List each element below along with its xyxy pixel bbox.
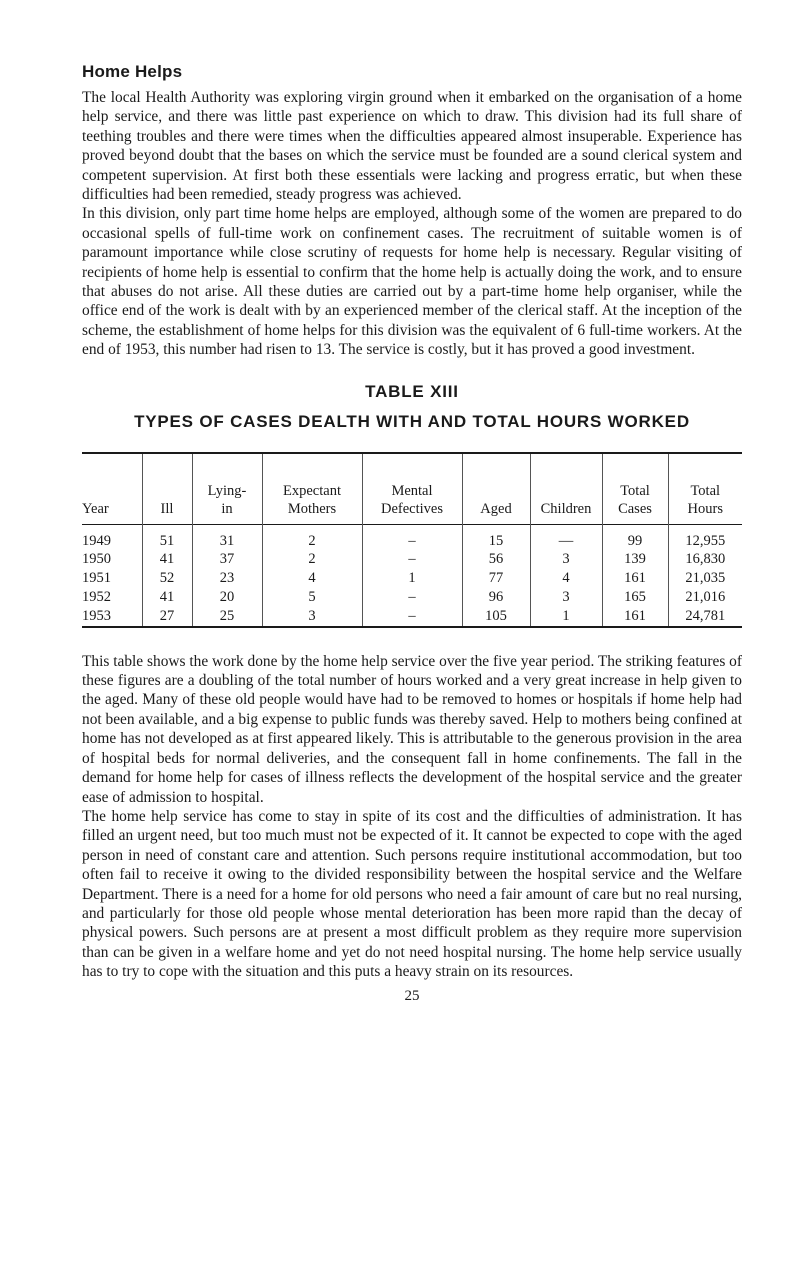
table-header-row	[82, 453, 742, 525]
table-row	[82, 569, 742, 588]
header-expectant-mothers: Expectant Mothers	[262, 453, 362, 525]
analysis-paragraph-2: The home help service has come to stay in spite of its cost and the difficulties of administration. It has filled an urgent need, but too much must not be expected of it. It cannot be expected to cope with the aged person in need of constant care and attention. Such persons require institutional accommodation, but too often fail to receive it owing to the divided responsibility between the hospital service and the Welfare Department. There is a need for a home for old persons who need a fair amount of care but no real nursing, and particularly for those old people whose mental deterioration has been more rapid than the decay of physical powers. Such persons are at present a most difficult problem as they require more supervision than can be given in a welfare home and yet do not need hospital nursing. The home help service usually has to try to cope with the situation and this puts a heavy strain on its resources.	[82, 807, 742, 981]
intro-paragraph-2: In this division, only part time home helps are employed, although some of the women are prepared to do occasional spells of full-time work on confinement cases. The recruitment of suitable women is of paramount importance while close scrutiny of requests for home help is necessary. Regular visiting of recipients of home help is essential to confirm that the home help is actually doing the work, and to ensure that abuses do not arise. All these duties are carried out by a part-time home help organiser, while the office end of the work is dealt with by an experienced member of the clerical staff. At the inception of the scheme, the establishment of home helps for this division was the equivalent of 6 full-time workers. At the end of 1953, this number had risen to 13. The service is costly, but it has proved a good investment.	[82, 205, 742, 359]
cell-aged: 56	[462, 550, 530, 569]
section-heading: Home Helps	[82, 62, 183, 81]
table-row	[82, 524, 742, 550]
cell-total-hours: 24,781	[668, 607, 742, 627]
table-row	[82, 607, 742, 627]
cell-total-hours: 16,830	[668, 550, 742, 569]
cell-children: 3	[530, 588, 602, 607]
cell-ill: 27	[142, 607, 192, 627]
header-aged: Aged	[462, 453, 530, 525]
table-row	[82, 588, 742, 607]
header-mental-defectives: Mental Defectives	[362, 453, 462, 525]
cell-mental-defectives: –	[362, 588, 462, 607]
cell-children: 1	[530, 607, 602, 627]
cell-lying-in: 25	[192, 607, 262, 627]
table-number: TABLE XIII	[365, 381, 459, 401]
page-number: 25	[404, 987, 420, 1004]
cell-expectant-mothers: 2	[262, 550, 362, 569]
cell-year: 1953	[82, 607, 111, 624]
cell-ill: 41	[142, 550, 192, 569]
cell-aged: 77	[462, 569, 530, 588]
cell-lying-in: 31	[192, 524, 262, 550]
cases-table	[82, 452, 742, 628]
cell-mental-defectives: –	[362, 524, 462, 550]
cell-children: 3	[530, 550, 602, 569]
cell-mental-defectives: 1	[362, 569, 462, 588]
cell-year: 1949	[82, 532, 111, 549]
cell-aged: 15	[462, 524, 530, 550]
cell-ill: 51	[142, 524, 192, 550]
cell-total-cases: 165	[602, 588, 668, 607]
cell-lying-in: 37	[192, 550, 262, 569]
cell-total-hours: 21,016	[668, 588, 742, 607]
cell-aged: 96	[462, 588, 530, 607]
document-page	[82, 62, 742, 1005]
cell-lying-in: 23	[192, 569, 262, 588]
cell-year: 1950	[82, 551, 111, 568]
header-total-hours: Total Hours	[668, 453, 742, 525]
cell-expectant-mothers: 3	[262, 607, 362, 627]
header-children: Children	[530, 453, 602, 525]
table-row	[82, 550, 742, 569]
cell-total-cases: 161	[602, 569, 668, 588]
cell-mental-defectives: –	[362, 607, 462, 627]
cell-total-cases: 139	[602, 550, 668, 569]
cell-ill: 52	[142, 569, 192, 588]
header-year: Year	[82, 500, 109, 517]
cell-children: —	[530, 524, 602, 550]
analysis-paragraph-1: This table shows the work done by the home help service over the five year period. The striking features of these figures are a doubling of the total number of hours worked and a very great increase in help given to the aged. Many of these old people would have had to be removed to homes or hospitals if home help had not been available, and a big expense to public funds was thereby saved. Help to mothers being confined at home has not developed as at first appeared likely. This is attributable to the generous provision in the area of hospital beds for normal deliveries, and the consequent fall in home confinements. The fall in the demand for home help for cases of illness reflects the development of the hospital service and the greater ease of admission to hospital.	[82, 652, 742, 806]
cell-total-cases: 161	[602, 607, 668, 627]
intro-paragraph-1: The local Health Authority was exploring virgin ground when it embarked on the organisation of a home help service, and there was little past experience on which to draw. This division had its full share of teething troubles and there were times when the difficulties appeared almost insuperable. Experience has proved beyond doubt that the bases on which the service must be founded are a sound clerical system and competent supervision. At first both these essentials were lacking and progress erratic, but when these difficulties had been remedied, steady progress was achieved.	[82, 89, 742, 204]
cell-total-cases: 99	[602, 524, 668, 550]
cell-total-hours: 21,035	[668, 569, 742, 588]
cell-year: 1952	[82, 589, 111, 606]
cell-aged: 105	[462, 607, 530, 627]
cell-lying-in: 20	[192, 588, 262, 607]
header-total-cases: Total Cases	[602, 453, 668, 525]
cell-mental-defectives: –	[362, 550, 462, 569]
cell-expectant-mothers: 2	[262, 524, 362, 550]
cell-total-hours: 12,955	[668, 524, 742, 550]
header-lying-in: Lying- in	[192, 453, 262, 525]
cell-expectant-mothers: 5	[262, 588, 362, 607]
cell-ill: 41	[142, 588, 192, 607]
cell-year: 1951	[82, 570, 111, 587]
header-ill: Ill	[142, 453, 192, 525]
cell-children: 4	[530, 569, 602, 588]
table-title: TYPES OF CASES DEALTH WITH AND TOTAL HOURS WORKED	[134, 411, 690, 431]
cell-expectant-mothers: 4	[262, 569, 362, 588]
